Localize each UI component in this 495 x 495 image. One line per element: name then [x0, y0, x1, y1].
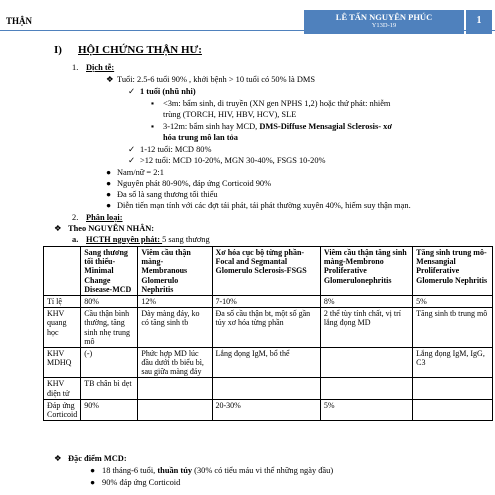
list-item-text: 3-12m: bẩm sinh hay MCD,	[163, 122, 260, 131]
list-item-text: <3m: bẩm sinh, di truyền (XN gen NPHS 1,2) hoặc thứ phát: nhiễm	[163, 99, 391, 108]
subsection-epidemiology	[72, 63, 114, 73]
list-item	[72, 235, 210, 245]
checkmark-icon: ✓	[128, 87, 136, 96]
list-item	[106, 168, 164, 178]
table-cell: 20-30%	[212, 399, 320, 420]
list-item	[151, 99, 390, 109]
bullet-dot-icon: ●	[90, 466, 96, 475]
table-cell: 5%	[320, 399, 412, 420]
table-cell	[320, 347, 412, 378]
table-cell: 80%	[81, 295, 138, 307]
table-cell	[212, 378, 320, 399]
checkmark-icon: ✓	[128, 145, 136, 154]
subsection-title: Dịch tễ:	[86, 63, 115, 72]
list-item	[54, 224, 154, 234]
list-item-text: HCTH nguyên phát:	[86, 235, 163, 244]
table-header-row	[44, 247, 493, 296]
table-cell: KHV MDHQ	[44, 347, 81, 378]
table-cell: Lắng đọng IgM, IgG, C3	[413, 347, 493, 378]
subsection-number: 1.	[72, 63, 79, 72]
list-item-text: 1 tuổi (nhũ nhi)	[140, 87, 196, 96]
bullet-diamond-icon: ❖	[54, 454, 62, 463]
bullet-diamond-icon: ❖	[54, 224, 62, 233]
heading-text: HỘI CHỨNG THẬN HƯ:	[78, 44, 202, 56]
table-row	[44, 399, 493, 420]
subsection-number: 2.	[72, 213, 79, 222]
table-cell: TB chân bì dẹt	[81, 378, 138, 399]
page-number: 1	[466, 10, 492, 34]
bullet-dot-icon: ●	[106, 179, 112, 188]
classification-table	[43, 246, 493, 421]
list-item-text: (30% có tiểu máu vi thể những ngày đầu)	[192, 466, 334, 475]
table-row	[44, 308, 493, 348]
table-cell	[413, 378, 493, 399]
bullet-square-icon: ▪	[151, 99, 154, 108]
list-item	[54, 454, 127, 464]
list-item-text: Theo NGUYÊN NHÂN:	[68, 224, 155, 233]
table-cell: (-)	[81, 347, 138, 378]
list-item-text: Diễn tiến mạn tính với các đợt tái phát, tái phát thường xuyên 40%, hiếm suy thận mạn.	[117, 201, 411, 210]
table-row	[44, 295, 493, 307]
bullet-dot-icon: ●	[106, 190, 112, 199]
table-cell: 7-10%	[212, 295, 320, 307]
list-item-text: 18 tháng-6 tuổi,	[102, 466, 158, 475]
list-item-letter: a.	[72, 235, 79, 244]
list-item-text: 5 sang thương	[162, 235, 210, 244]
author-box	[304, 10, 464, 34]
bullet-dot-icon: ●	[106, 168, 112, 177]
list-item	[128, 156, 326, 166]
table-cell	[413, 399, 493, 420]
table-cell: Đa số cầu thận bt, một số gần tủy xơ hóa từng phần	[212, 308, 320, 348]
subsection-classification	[72, 213, 123, 223]
list-item	[128, 87, 196, 97]
main-heading	[54, 44, 202, 57]
list-item	[106, 75, 315, 85]
table-cell	[138, 399, 212, 420]
table-cell	[320, 378, 412, 399]
list-item	[128, 145, 211, 155]
heading-number: I)	[54, 44, 62, 56]
table-cell: Lắng đọng IgM, bổ thể	[212, 347, 320, 378]
list-item-text: Đặc điểm MCD:	[68, 454, 127, 463]
class-code: Y13D-19	[371, 22, 397, 30]
subsection-title: Phân loại:	[86, 213, 123, 222]
list-item-text: 90% đáp ứng Corticoid	[102, 478, 181, 487]
table-cell: Tỉ lệ	[44, 295, 81, 307]
list-item-emphasis: DMS-Diffuse Mensagial Sclerosis- xơ	[259, 122, 392, 131]
table-cell: 90%	[81, 399, 138, 420]
table-cell: Cầu thận bình thường, tăng sinh nhẹ trung mô	[81, 308, 138, 348]
list-item-emphasis: thuần túy	[157, 466, 193, 475]
table-header-cell: Tăng sinh trung mô-Mensangial Proliferative Glomerulo Nephritis	[413, 247, 493, 296]
bullet-square-icon: ▪	[151, 122, 154, 131]
table-cell	[138, 378, 212, 399]
list-item-text: Nguyên phát 80-90%, đáp ứng Corticoid 90%	[117, 179, 272, 188]
table-row	[44, 378, 493, 399]
list-item	[106, 201, 411, 211]
table-cell: Dày màng đáy, ko có tăng sinh tb	[138, 308, 212, 348]
table-header-cell: Xơ hóa cục bộ từng phần-Focal and Segmantal Glomerulo Sclerosis-FSGS	[212, 247, 320, 296]
page-header	[0, 0, 495, 32]
list-item-text: 1-12 tuổi: MCD 80%	[140, 145, 212, 154]
table-header-cell: Viêm cầu thận tăng sinh màng-Membrono Proliferative Glomerulonephritis	[320, 247, 412, 296]
table-cell: Đáp ứng Corticoid	[44, 399, 81, 420]
table-cell: KHV điện tử	[44, 378, 81, 399]
bullet-dot-icon: ●	[90, 478, 96, 487]
list-item-continuation: trùng (TORCH, HIV, HBV, HCV), SLE	[163, 110, 297, 119]
table-cell: 5%	[413, 295, 493, 307]
table-row	[44, 347, 493, 378]
bullet-diamond-icon: ❖	[106, 75, 114, 84]
table-cell: Phức hợp MD lúc đầu dưới tb biểu bì, sau giữa màng đáy	[138, 347, 212, 378]
table-cell: 2 thể tùy tính chất, vị trí lắng đọng MD	[320, 308, 412, 348]
table-cell: 8%	[320, 295, 412, 307]
list-item	[151, 122, 392, 132]
list-item	[106, 190, 218, 200]
section-title: THẬN	[6, 16, 33, 26]
table-header-cell	[44, 247, 81, 296]
table-cell: KHV quang học	[44, 308, 81, 348]
table-cell: Tăng sinh tb trung mô	[413, 308, 493, 348]
list-item-text: >12 tuổi: MCD 10-20%, MGN 30-40%, FSGS 10-20%	[140, 156, 326, 165]
list-item	[90, 478, 180, 488]
table-header-cell: Viêm cầu thận màng-Membranous Glomerulo Nephritis	[138, 247, 212, 296]
bullet-dot-icon: ●	[106, 201, 112, 210]
list-item-text: Nam/nữ = 2:1	[117, 168, 164, 177]
list-item-text: Tuổi: 2.5-6 tuổi 90% , khởi bệnh > 10 tuổi có 50% là DMS	[117, 75, 315, 84]
list-item	[106, 179, 271, 189]
list-item-continuation: hóa trung mô lan tỏa	[163, 133, 238, 142]
checkmark-icon: ✓	[128, 156, 136, 165]
table-cell: 12%	[138, 295, 212, 307]
author-name: LÊ TẤN NGUYÊN PHÚC	[335, 12, 433, 22]
table-header-cell: Sang thương tối thiểu-Minimal Change Disease-MCD	[81, 247, 138, 296]
list-item	[90, 466, 333, 476]
list-item-text: Đa số là sang thương tối thiểu	[117, 190, 218, 199]
